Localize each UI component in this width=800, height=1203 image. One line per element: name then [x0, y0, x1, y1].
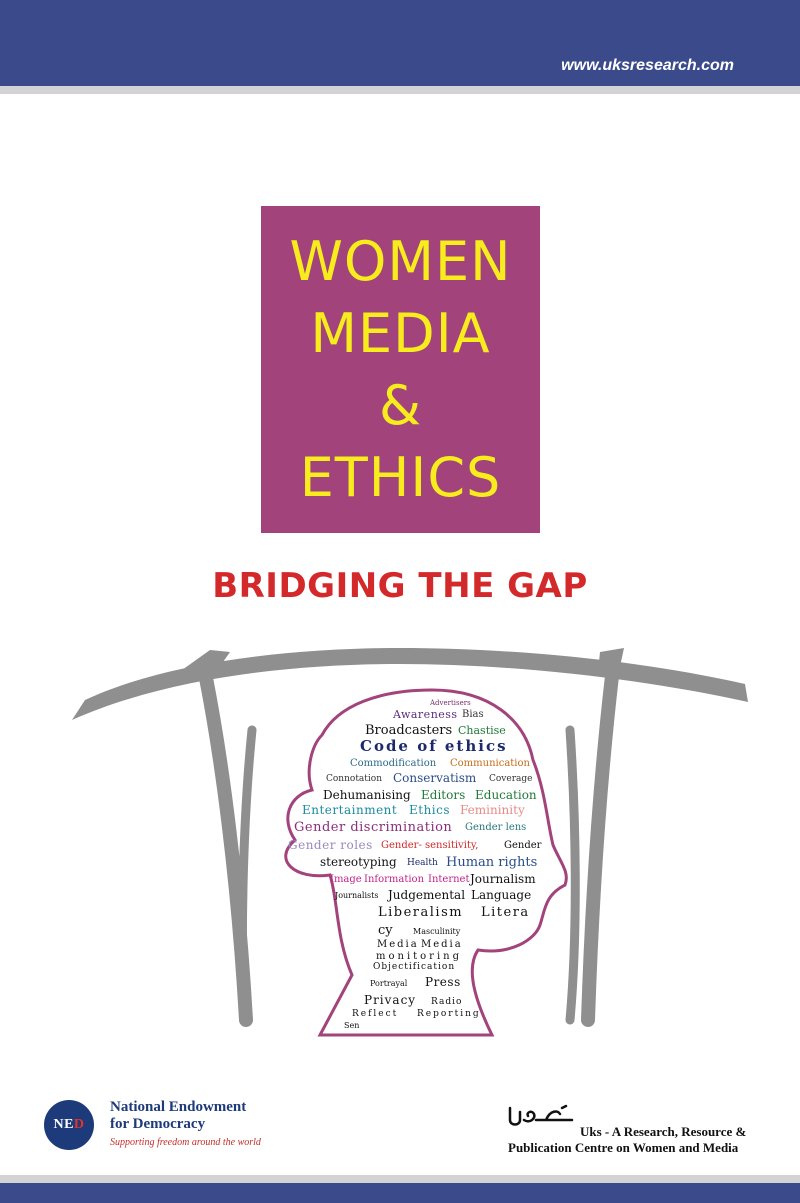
word-monitoring: monitoring [376, 951, 463, 962]
bottom-stripe [0, 1175, 800, 1183]
title-line-3: & [378, 373, 423, 437]
ned-logo-letter-d: D [73, 1117, 85, 1132]
word-connotation: Connotation [326, 774, 383, 784]
word-cy: cy [378, 923, 393, 938]
ned-name-line-1: National Endowment [110, 1099, 247, 1115]
word-bias: Bias [462, 709, 484, 720]
word-portrayal: Portrayal [370, 979, 408, 988]
word-language: Language [471, 888, 532, 902]
word-liberalism: Liberalism [378, 905, 464, 920]
subtitle: BRIDGING THE GAP [212, 566, 588, 606]
word-stereotyping: stereotyping [320, 855, 397, 869]
word-masculinity: Masculinity [413, 927, 461, 936]
word-radio: Radio [431, 997, 463, 1007]
website-url[interactable]: www.uksresearch.com [561, 57, 734, 74]
word-judgemental: Judgemental [388, 888, 466, 902]
uks-logo-icon [506, 1104, 576, 1130]
title-line-4: ETHICS [299, 445, 502, 509]
word-advertisers: Advertisers [430, 699, 471, 707]
ned-logo [44, 1100, 94, 1150]
word-objectification: Objectification [373, 962, 456, 972]
word-information: Information [364, 874, 425, 885]
head-silhouette [286, 690, 567, 1035]
bottom-band [0, 1183, 800, 1203]
word-entertainment: Entertainment [302, 803, 398, 817]
word-ethics: Ethics [409, 803, 451, 817]
word-code-of-ethics: Code of ethics [360, 737, 508, 755]
word-image: Image [330, 874, 362, 885]
word-litera: Litera [481, 905, 530, 920]
ned-name-line-2: for Democracy [110, 1116, 206, 1132]
word-reporting: Reporting [417, 1009, 481, 1019]
word-gender-roles: Gender roles [288, 838, 373, 852]
title-line-1: WOMEN [289, 229, 512, 293]
uks-name-line-1: Uks - A Research, Resource & [580, 1124, 747, 1139]
ned-tagline: Supporting freedom around the world [110, 1137, 261, 1148]
ned-logo-letters: NE [53, 1117, 74, 1132]
word-media-1: Media [377, 939, 419, 950]
word-sen: Sen [344, 1021, 360, 1030]
word-commodification: Commodification [350, 758, 437, 769]
word-press: Press [425, 975, 461, 989]
word-internet: Internet [428, 874, 470, 885]
word-chastise: Chastise [458, 724, 506, 737]
word-health: Health [407, 858, 438, 868]
word-media-2: Media [421, 939, 463, 950]
word-journalists: Journalists [335, 891, 379, 900]
word-femininity: Femininity [460, 803, 525, 817]
uks-name-line-2: Publication Centre on Women and Media [508, 1140, 739, 1155]
word-conservatism: Conservatism [393, 771, 477, 785]
ned-name [110, 1099, 246, 1133]
word-editors: Editors [421, 788, 466, 802]
bridge-head-illustration [0, 630, 800, 1050]
word-gender-lens: Gender lens [465, 822, 527, 833]
word-gender-discrimination: Gender discrimination [294, 820, 453, 835]
word-education: Education [475, 788, 537, 802]
word-communication: Communication [450, 758, 530, 769]
word-journalism: Journalism [470, 872, 536, 886]
word-gender: Gender [504, 840, 542, 851]
word-broadcasters: Broadcasters [365, 723, 453, 738]
word-human-rights: Human rights [446, 855, 538, 870]
word-awareness: Awareness [393, 708, 458, 721]
word-coverage: Coverage [489, 774, 533, 784]
title-line-2: MEDIA [310, 301, 491, 365]
top-stripe [0, 86, 800, 94]
title-box [261, 206, 540, 533]
word-reflect: Reflect [352, 1009, 399, 1019]
word-privacy: Privacy [364, 993, 417, 1007]
word-gender-sensitivity: Gender- sensitivity, [381, 840, 479, 851]
word-dehumanising: Dehumanising [323, 788, 411, 802]
